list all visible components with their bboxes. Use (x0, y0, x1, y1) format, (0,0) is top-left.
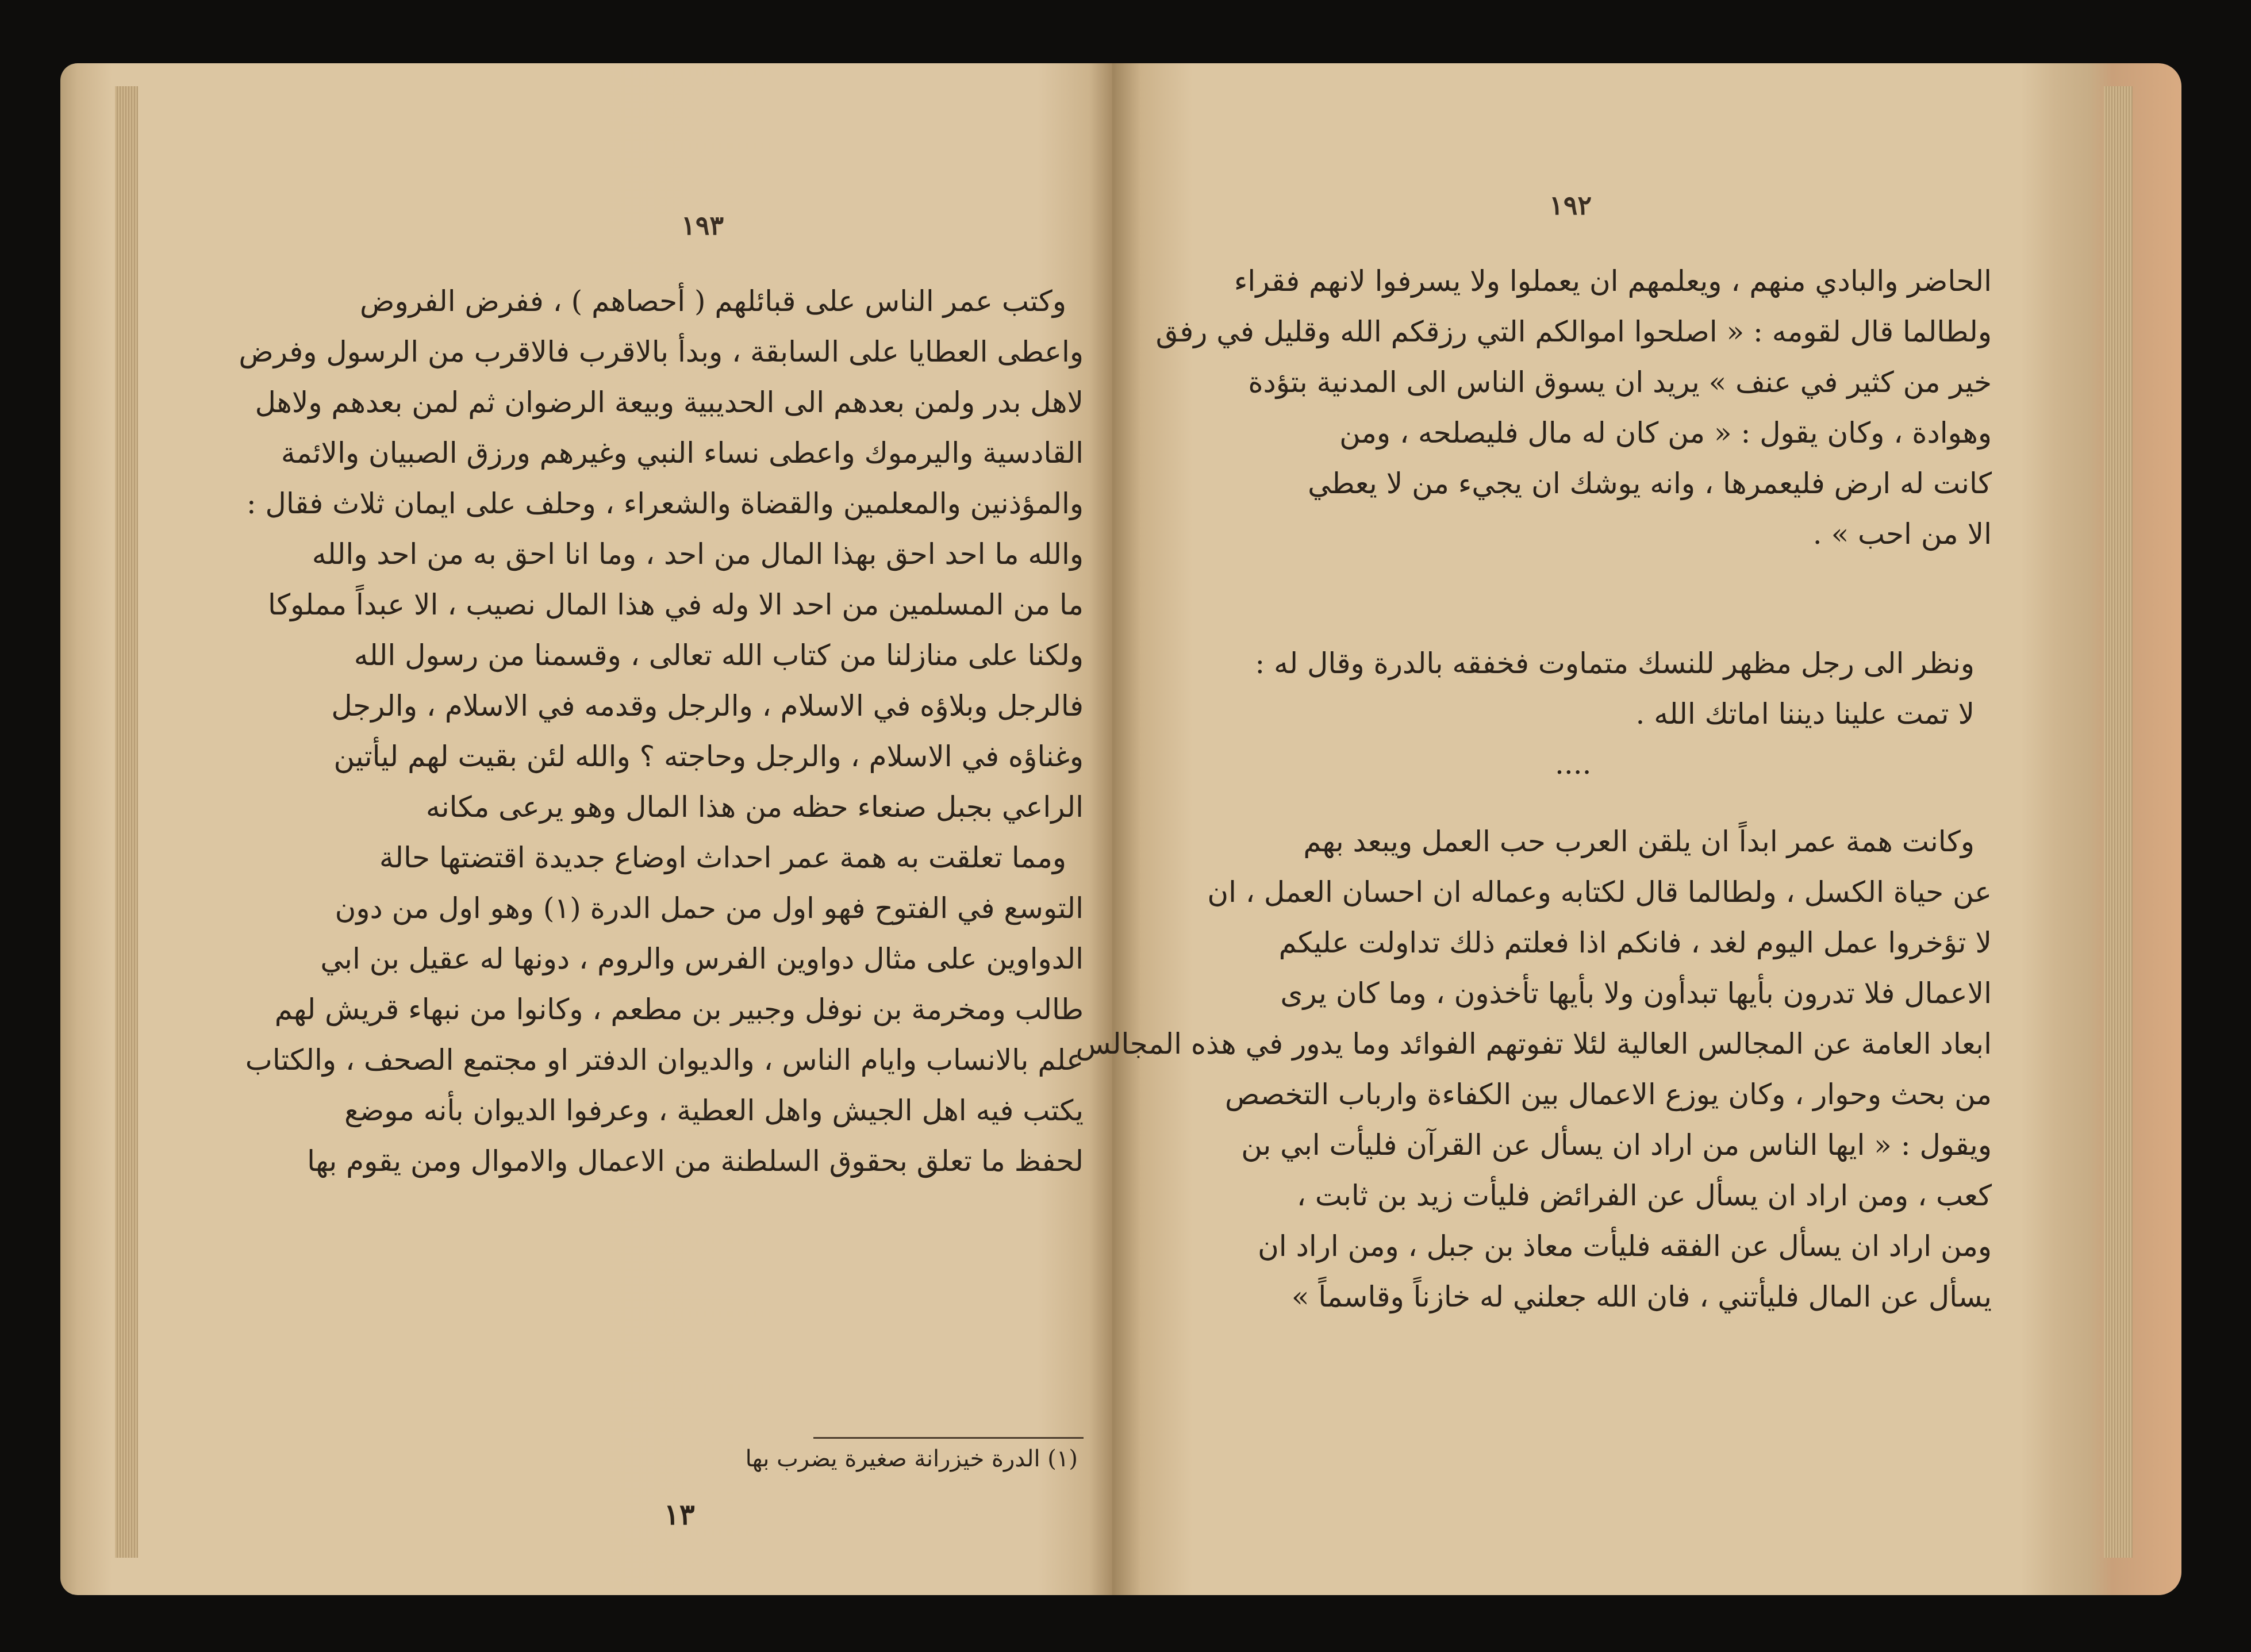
text-line: ولكنا على منازلنا من كتاب الله تعالى ، وقسمنا من رسول الله (354, 639, 1084, 672)
left-page-edge (115, 86, 138, 1558)
right-page-number: ١٩٢ (1549, 190, 1592, 221)
text-line: يسأل عن المال فليأتني ، فان الله جعلني له خازناً وقاسماً » (1291, 1280, 1992, 1313)
text-line: علم بالانساب وايام الناس ، والديوان الدفتر او مجتمع الصحف ، والكتاب (245, 1043, 1084, 1077)
left-page (60, 63, 1112, 1595)
text-line: الا من احب » . (1812, 517, 1992, 551)
text-line: وهوادة ، وكان يقول : « من كان له مال فليصلحه ، ومن (1339, 416, 1992, 450)
right-page-body-middle (1187, 638, 1992, 739)
text-line: وكانت همة عمر ابداً ان يلقن العرب حب العمل ويبعد بهم (1303, 825, 1975, 858)
text-line: خير من كثير في عنف » يريد ان يسوق الناس الى المدنية بتؤدة (1248, 366, 1992, 399)
text-line: عن حياة الكسل ، ولطالما قال لكتابه وعماله ان احسان العمل ، ان (1207, 875, 1992, 909)
text-line: طالب ومخرمة بن نوفل وجبير بن مطعم ، وكانوا من نبهاء قريش لهم (274, 993, 1084, 1026)
text-line: لاهل بدر ولمن بعدهم الى الحديبية وبيعة الرضوان ثم لمن بعدهم ولاهل (255, 386, 1084, 419)
text-line: واعطى العطايا على السابقة ، وبدأ بالاقرب فالاقرب من الرسول وفرض (239, 335, 1084, 368)
open-book (60, 63, 2181, 1595)
text-line: كعب ، ومن اراد ان يسأل عن الفرائض فليأت زيد بن ثابت ، (1296, 1179, 1992, 1212)
text-line: وغناؤه في الاسلام ، والرجل وحاجته ؟ والله لئن بقيت لهم ليأتين (333, 740, 1084, 773)
text-line: ومما تعلقت به همة عمر احداث اوضاع جديدة اقتضتها حالة (379, 841, 1066, 874)
text-line: ومن اراد ان يسأل عن الفقه فليأت معاذ بن جبل ، ومن اراد ان (1258, 1230, 1992, 1263)
text-line: ونظر الى رجل مظهر للنسك متماوت فخفقه بالدرة وقال له : (1255, 647, 1975, 680)
footnote: (١) الدرة خيزرانة صغيرة يضرب بها (745, 1446, 1078, 1472)
right-page-edge (2104, 86, 2133, 1558)
text-line: الاعمال فلا تدرون بأيها تبدأون ولا بأيها تأخذون ، وما كان يرى (1280, 977, 1992, 1010)
text-line: ابعاد العامة عن المجالس العالية لئلا تفوتهم الفوائد وما يدور في هذه المجالس (1075, 1027, 1992, 1061)
right-page-body-bottom (1075, 816, 1992, 1322)
text-line: القادسية واليرموك واعطى نساء النبي وغيرهم ورزق الصبيان والائمة (281, 436, 1084, 470)
signature-mark: ١٣ (664, 1497, 695, 1531)
footnote-rule (813, 1437, 1084, 1439)
left-page-number: ١٩٣ (681, 210, 724, 241)
text-line: والمؤذنين والمعلمين والقضاة والشعراء ، وحلف على ايمان ثلاث فقال : (246, 487, 1084, 520)
text-line: الدواوين على مثال دواوين الفرس والروم ، دونها له عقيل بن ابي (320, 942, 1084, 975)
text-line: يكتب فيه اهل الجيش واهل العطية ، وعرفوا الديوان بأنه موضع (344, 1094, 1084, 1127)
text-line: التوسع في الفتوح فهو اول من حمل الدرة (١) وهو اول من دون (335, 892, 1084, 925)
right-page-body-top (1155, 256, 1992, 559)
text-line: الراعي بجبل صنعاء حظه من هذا المال وهو يرعى مكانه (425, 790, 1084, 824)
text-line: والله ما احد احق بهذا المال من احد ، وما انا احق به من احد والله (312, 537, 1084, 571)
text-line: لحفظ ما تعلق بحقوق السلطنة من الاعمال والاموال ومن يقوم بها (307, 1144, 1084, 1178)
text-line: فالرجل وبلاؤه في الاسلام ، والرجل وقدمه في الاسلام ، والرجل (331, 689, 1084, 723)
text-line: الحاضر والبادي منهم ، ويعلمهم ان يعملوا ولا يسرفوا لانهم فقراء (1234, 264, 1992, 298)
text-line: ويقول : « ايها الناس من اراد ان يسأل عن القرآن فليأت ابي بن (1241, 1128, 1992, 1162)
section-separator: .... (1555, 747, 1592, 781)
left-page-body (239, 276, 1084, 1186)
text-line: لا تؤخروا عمل اليوم لغد ، فانكم اذا فعلتم ذلك تداولت عليكم (1278, 926, 1992, 959)
right-page (1075, 63, 2181, 1595)
text-line: ما من المسلمين من احد الا وله في هذا المال نصيب ، الا عبداً مملوكا (268, 588, 1084, 621)
text-line: كانت له ارض فليعمرها ، وانه يوشك ان يجيء من لا يعطي (1308, 467, 1992, 500)
text-line: من بحث وحوار ، وكان يوزع الاعمال بين الكفاءة وارباب التخصص (1224, 1078, 1992, 1111)
text-line: لا تمت علينا ديننا اماتك الله . (1635, 697, 1975, 731)
text-line: ولطالما قال لقومه : « اصلحوا اموالكم التي رزقكم الله وقليل في رفق (1155, 315, 1992, 348)
text-line: وكتب عمر الناس على قبائلهم ( أحصاهم ) ، ففرض الفروض (360, 285, 1066, 318)
